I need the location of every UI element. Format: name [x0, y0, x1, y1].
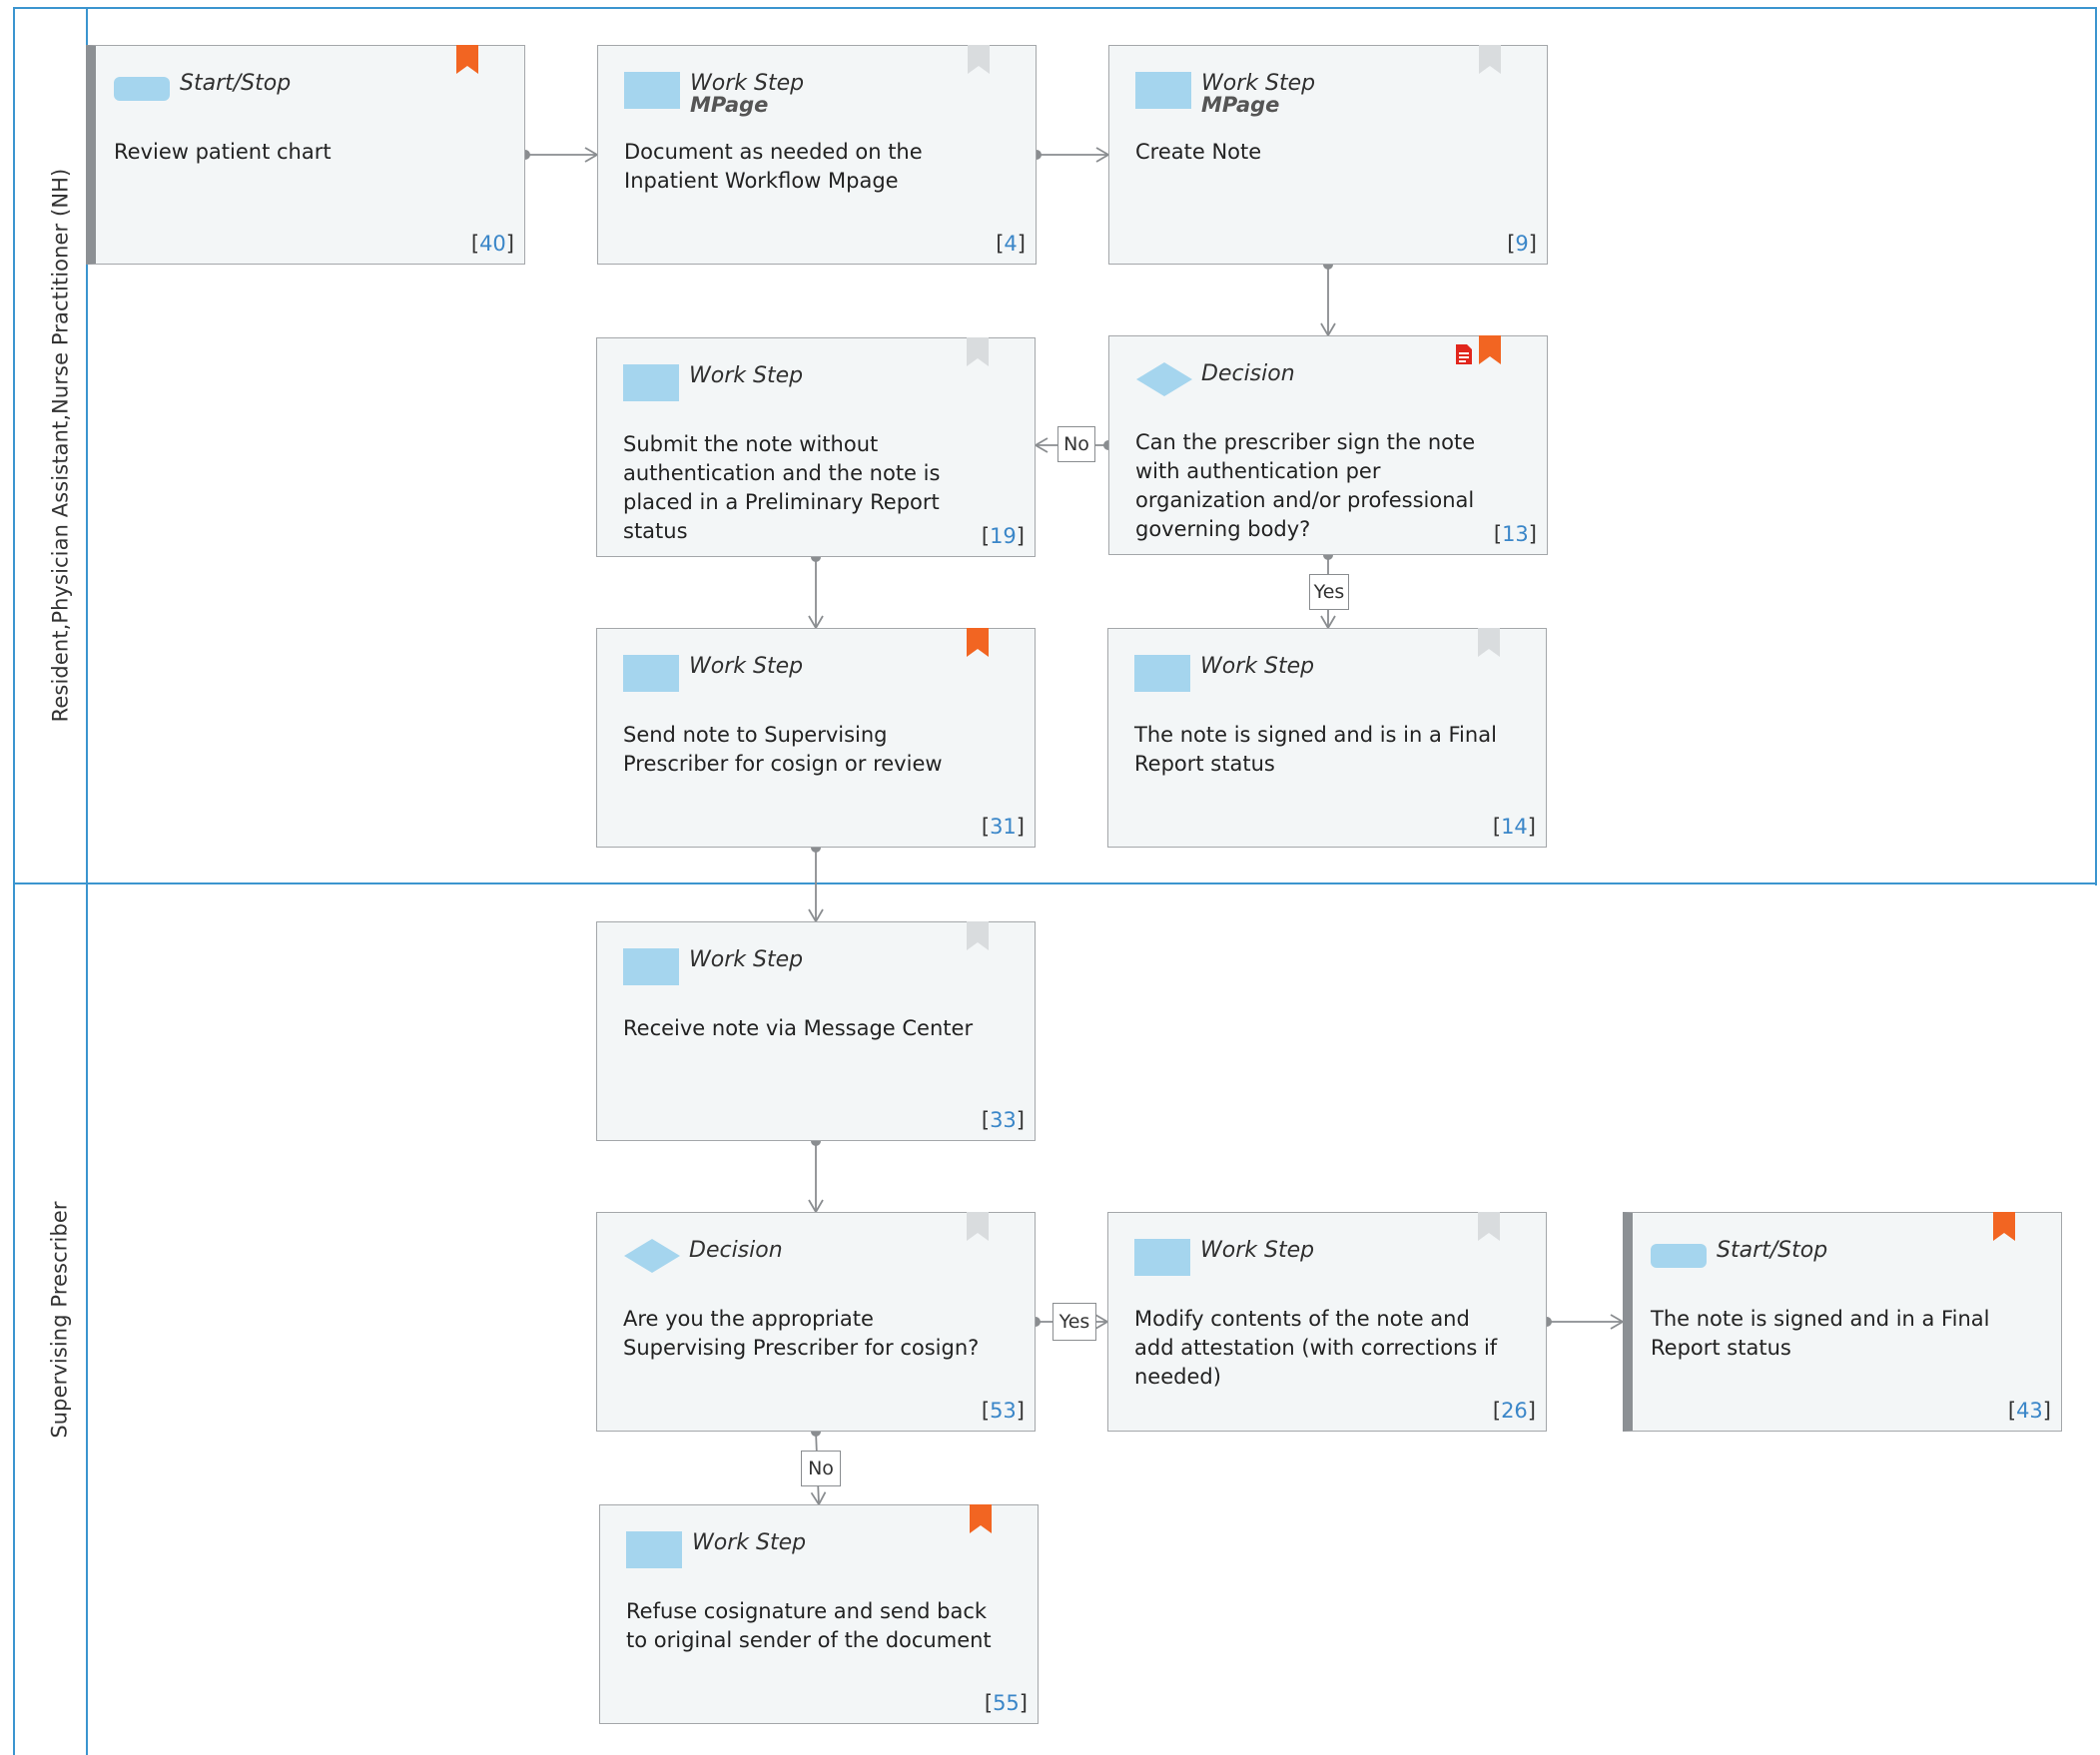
- bookmark-icon[interactable]: [1478, 1212, 1500, 1242]
- terminal-shape-icon: [114, 69, 174, 109]
- step-work-step-19[interactable]: [596, 337, 1036, 557]
- bookmark-icon[interactable]: [1479, 45, 1501, 75]
- process-shape-icon: [623, 361, 683, 401]
- connector-label-yes: Yes: [1309, 574, 1349, 610]
- bookmark-icon[interactable]: [1993, 1212, 2015, 1242]
- step-id-number[interactable]: 55: [993, 1691, 1020, 1715]
- step-type-label: Work Step: [689, 947, 804, 972]
- step-type-label: Decision: [689, 1238, 783, 1263]
- step-id[interactable]: [40]: [470, 232, 514, 256]
- step-id[interactable]: [9]: [1507, 232, 1537, 256]
- step-description: Are you the appropriate Supervising Prescriber for cosign?: [623, 1307, 980, 1360]
- step-description: Submit the note without authentication and the note is placed in a Preliminary Report status: [623, 432, 941, 543]
- process-shape-icon: [626, 1528, 686, 1568]
- step-id-number[interactable]: 40: [479, 232, 506, 256]
- step-decision-53[interactable]: [596, 1212, 1036, 1432]
- step-description: The note is signed and in a Final Report status: [1651, 1307, 1990, 1360]
- process-shape-icon: [1134, 652, 1194, 692]
- bookmark-icon[interactable]: [970, 1504, 992, 1534]
- connector-4-to-9: [1032, 148, 1108, 162]
- decision-diamond-icon: [623, 1236, 683, 1276]
- connector-19-to-31: [809, 552, 823, 628]
- step-description: Review patient chart: [114, 140, 332, 164]
- bookmark-icon[interactable]: [968, 45, 990, 75]
- lane-label-resident: Resident,Physician Assistant,Nurse Practitioner (NH): [48, 168, 72, 723]
- step-id-number[interactable]: 31: [990, 815, 1017, 839]
- terminal-shape-icon: [1651, 1236, 1711, 1276]
- step-id-number[interactable]: 53: [990, 1399, 1017, 1423]
- step-work-step-4[interactable]: [597, 45, 1037, 265]
- step-work-step-26[interactable]: [1107, 1212, 1547, 1432]
- step-work-step-14[interactable]: [1107, 628, 1547, 848]
- step-description: The note is signed and is in a Final Report status: [1134, 723, 1497, 776]
- step-work-step-55[interactable]: [599, 1504, 1039, 1724]
- step-id-number[interactable]: 14: [1501, 815, 1528, 839]
- decision-diamond-icon: [1135, 359, 1195, 399]
- bookmark-icon[interactable]: [967, 1212, 989, 1242]
- step-id-number[interactable]: 19: [990, 524, 1017, 548]
- step-type-label: Work Step: [1201, 71, 1316, 96]
- step-start-stop-43[interactable]: [1623, 1212, 2062, 1432]
- step-id[interactable]: [43]: [2007, 1399, 2051, 1423]
- bookmark-icon[interactable]: [967, 628, 989, 658]
- step-description: Create Note: [1135, 140, 1262, 164]
- connector-label-no: No: [1057, 426, 1095, 462]
- step-id[interactable]: [55]: [984, 1691, 1028, 1715]
- bookmark-icon[interactable]: [967, 921, 989, 951]
- step-id[interactable]: [53]: [981, 1399, 1025, 1423]
- connector-9-to-13: [1321, 260, 1335, 335]
- step-id-number[interactable]: 43: [2016, 1399, 2043, 1423]
- step-type-label: Work Step: [690, 71, 805, 96]
- step-description: Can the prescriber sign the note with authentication per organization and/or professional governing body?: [1135, 430, 1476, 541]
- step-type-label: Work Step: [1200, 654, 1315, 679]
- connector-26-to-43: [1542, 1315, 1623, 1329]
- step-type-label: Work Step: [689, 654, 804, 679]
- step-decision-13[interactable]: [1108, 335, 1548, 555]
- step-id[interactable]: [26]: [1492, 1399, 1536, 1423]
- step-id-number[interactable]: 9: [1515, 232, 1529, 256]
- step-work-step-33[interactable]: [596, 921, 1036, 1141]
- step-type-label: Work Step: [1200, 1238, 1315, 1263]
- step-description: Send note to Supervising Prescriber for cosign or review: [623, 723, 943, 776]
- lane-label-supervising-prescriber: Supervising Prescriber: [48, 1201, 72, 1439]
- connector-label-yes: Yes: [1052, 1303, 1096, 1341]
- step-subtype-label: MPage: [1201, 93, 1280, 117]
- step-type-label: Work Step: [689, 363, 804, 388]
- process-shape-icon: [623, 652, 683, 692]
- step-work-step-31[interactable]: [596, 628, 1036, 848]
- process-shape-icon: [624, 69, 684, 109]
- step-id-number[interactable]: 13: [1502, 522, 1529, 546]
- bookmark-icon[interactable]: [1479, 335, 1501, 365]
- bookmark-icon[interactable]: [1478, 628, 1500, 658]
- step-id-number[interactable]: 33: [990, 1108, 1017, 1132]
- bookmark-icon[interactable]: [967, 337, 989, 367]
- step-id[interactable]: [13]: [1493, 522, 1537, 546]
- step-type-label: Start/Stop: [180, 71, 292, 96]
- step-id[interactable]: [19]: [981, 524, 1025, 548]
- step-id[interactable]: [31]: [981, 815, 1025, 839]
- connector-31-to-33: [809, 843, 823, 921]
- process-shape-icon: [623, 945, 683, 985]
- step-id[interactable]: [4]: [996, 232, 1026, 256]
- step-type-label: Decision: [1201, 361, 1295, 386]
- step-id-number[interactable]: 26: [1501, 1399, 1528, 1423]
- step-description: Receive note via Message Center: [623, 1016, 974, 1040]
- step-description: Document as needed on the Inpatient Workflow Mpage: [624, 140, 923, 193]
- step-type-label: Start/Stop: [1717, 1238, 1828, 1263]
- connector-33-to-53: [809, 1136, 823, 1212]
- step-type-label: Work Step: [692, 1530, 807, 1555]
- step-id[interactable]: [33]: [981, 1108, 1025, 1132]
- bookmark-icon[interactable]: [456, 45, 478, 75]
- process-shape-icon: [1134, 1236, 1194, 1276]
- document-icon[interactable]: [1455, 343, 1473, 365]
- step-start-stop-40[interactable]: [86, 45, 525, 265]
- step-description: Modify contents of the note and add attestation (with corrections if needed): [1134, 1307, 1498, 1389]
- step-subtype-label: MPage: [690, 93, 769, 117]
- step-id-number[interactable]: 4: [1004, 232, 1018, 256]
- connector-label-no: No: [801, 1451, 841, 1486]
- process-shape-icon: [1135, 69, 1195, 109]
- step-work-step-9[interactable]: [1108, 45, 1548, 265]
- connector-40-to-4: [520, 148, 597, 162]
- step-description: Refuse cosignature and send back to original sender of the document: [626, 1599, 992, 1652]
- step-id[interactable]: [14]: [1492, 815, 1536, 839]
